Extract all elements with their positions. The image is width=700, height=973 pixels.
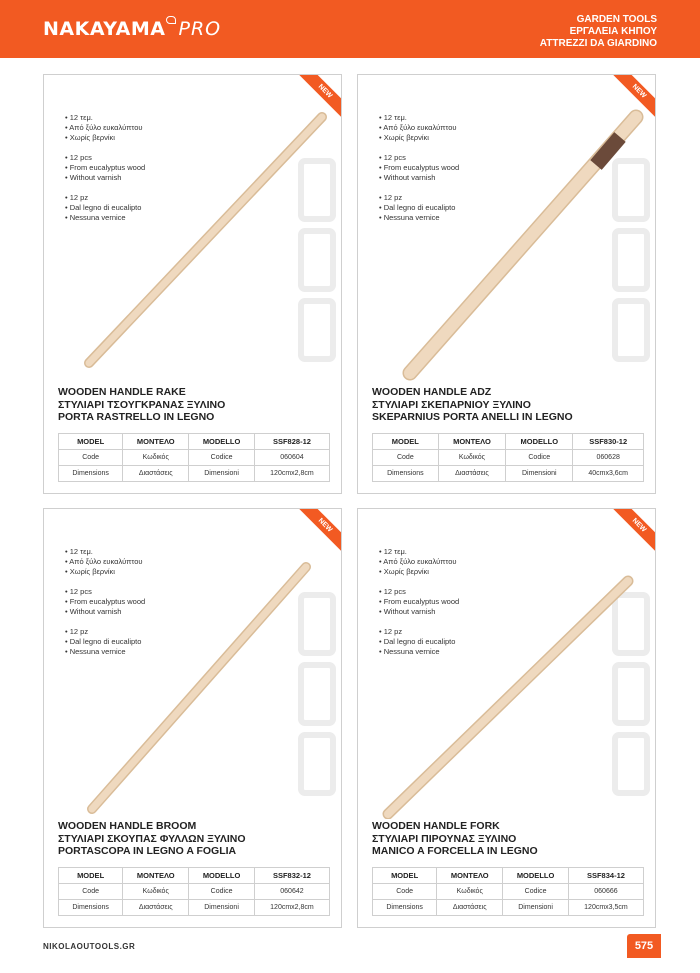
- feature-item: • Without varnish: [379, 173, 459, 183]
- spec-header-cell: SSF830-12: [573, 434, 644, 450]
- category-en: GARDEN TOOLS: [576, 14, 657, 25]
- spec-cell: Code: [373, 450, 439, 466]
- feature-list: [379, 113, 459, 233]
- product-card-fork: [357, 508, 656, 928]
- spec-header-row: [373, 868, 644, 884]
- spec-cell: Codice: [189, 450, 255, 466]
- feature-item: • 12 pz: [65, 627, 145, 637]
- spec-header-cell: MODEL: [59, 434, 123, 450]
- product-title-line: ΣΤΥΛΙΑΡΙ ΤΣΟΥΓΚΡΑΝΑΣ ΞΥΛΙΝΟ: [58, 398, 226, 411]
- feature-item: • Από ξύλο ευκαλύπτου: [379, 557, 459, 567]
- spec-row: [373, 450, 644, 466]
- spec-header-cell: ΜΟΝΤΕΛΟ: [123, 434, 189, 450]
- product-title-line: MANICO A FORCELLA IN LEGNO: [372, 845, 538, 857]
- spec-cell: Κωδικός: [123, 884, 189, 900]
- spec-cell: Διαστάσεις: [123, 900, 189, 916]
- feature-item: • From eucalyptus wood: [379, 163, 459, 173]
- dragon-icon: [166, 16, 176, 24]
- feature-group: [379, 627, 459, 657]
- spec-cell: 060628: [573, 450, 644, 466]
- feature-item: • Without varnish: [379, 607, 459, 617]
- spec-cell: Code: [59, 450, 123, 466]
- category-heading: [540, 14, 657, 50]
- feature-group: [65, 547, 145, 577]
- feature-group: [65, 193, 145, 223]
- feature-item: • From eucalyptus wood: [65, 163, 145, 173]
- spec-cell: 120cmx3,5cm: [568, 900, 643, 916]
- spec-header-cell: MODELLO: [506, 434, 573, 450]
- feature-item: • From eucalyptus wood: [379, 597, 459, 607]
- category-it: ATTREZZI DA GIARDINO: [539, 38, 657, 49]
- feature-item: • 12 τεμ.: [379, 113, 459, 123]
- feature-item: • Χωρίς βερνίκι: [65, 567, 145, 577]
- spec-cell: Διαστάσεις: [437, 900, 503, 916]
- spec-header-cell: MODEL: [373, 868, 437, 884]
- new-badge: NEW: [609, 74, 656, 122]
- feature-item: • Χωρίς βερνίκι: [379, 133, 459, 143]
- product-title-line: WOODEN HANDLE ADZ: [372, 386, 492, 398]
- spec-cell: 40cmx3,6cm: [573, 466, 644, 482]
- spec-row: [373, 900, 644, 916]
- spec-cell: Dimensioni: [506, 466, 573, 482]
- feature-list: [379, 547, 459, 667]
- footer-website: NIKOLAOUTOOLS.GR: [43, 942, 136, 951]
- feature-item: • Από ξύλο ευκαλύπτου: [379, 123, 459, 133]
- feature-item: • Dal legno di eucalipto: [65, 637, 145, 647]
- spec-table: [58, 433, 330, 482]
- feature-list: [65, 113, 145, 233]
- spec-cell: Dimensions: [59, 900, 123, 916]
- feature-item: • 12 pcs: [379, 587, 459, 597]
- feature-item: • 12 pz: [379, 193, 459, 203]
- spec-row: [59, 900, 330, 916]
- spec-cell: Dimensions: [59, 466, 123, 482]
- header-bar: [0, 0, 700, 58]
- feature-item: • From eucalyptus wood: [65, 597, 145, 607]
- spec-row: [373, 466, 644, 482]
- spec-header-cell: MODEL: [59, 868, 123, 884]
- feature-item: • 12 τεμ.: [65, 113, 145, 123]
- feature-item: • Without varnish: [65, 607, 145, 617]
- feature-item: • Nessuna vernice: [65, 213, 145, 223]
- feature-group: [379, 153, 459, 183]
- spec-table: [372, 433, 644, 482]
- product-title-line: SKEPARNIUS PORTA ANELLI IN LEGNO: [372, 411, 573, 423]
- feature-item: • Dal legno di eucalipto: [65, 203, 145, 213]
- spec-header-cell: ΜΟΝΤΕΛΟ: [437, 868, 503, 884]
- spec-cell: 060604: [254, 450, 329, 466]
- spec-cell: Code: [59, 884, 123, 900]
- spec-header-cell: MODELLO: [503, 868, 569, 884]
- feature-item: • 12 pz: [65, 193, 145, 203]
- spec-cell: Κωδικός: [123, 450, 189, 466]
- spec-cell: 120cmx2,8cm: [254, 900, 329, 916]
- product-card-rake: [43, 74, 342, 494]
- spec-cell: Codice: [189, 884, 255, 900]
- spec-cell: 060666: [568, 884, 643, 900]
- brand-logo: [43, 18, 221, 40]
- spec-cell: Codice: [503, 884, 569, 900]
- spec-cell: Dimensioni: [189, 900, 255, 916]
- spec-row: [59, 450, 330, 466]
- category-gr: ΕΡΓΑΛΕΙΑ ΚΗΠΟΥ: [569, 26, 657, 37]
- spec-header-cell: SSF832-12: [254, 868, 329, 884]
- feature-item: • Nessuna vernice: [379, 647, 459, 657]
- spec-row: [59, 466, 330, 482]
- new-badge: NEW: [609, 508, 656, 556]
- product-title-line: ΣΤΥΛΙΑΡΙ ΣΚΟΥΠΑΣ ΦΥΛΛΩΝ ΞΥΛΙΝΟ: [58, 832, 246, 845]
- product-title: [372, 820, 538, 858]
- spec-header-row: [59, 868, 330, 884]
- brand-name: NAKAYAMA: [43, 18, 166, 40]
- new-badge: NEW: [295, 508, 342, 556]
- spec-cell: Dimensioni: [189, 466, 255, 482]
- feature-group: [65, 587, 145, 617]
- spec-cell: Κωδικός: [438, 450, 506, 466]
- feature-item: • Without varnish: [65, 173, 145, 183]
- feature-group: [65, 113, 145, 143]
- spec-cell: Dimensions: [373, 466, 439, 482]
- product-title-line: ΣΤΥΛΙΑΡΙ ΠΙΡΟΥΝΑΣ ΞΥΛΙΝΟ: [372, 832, 517, 845]
- feature-item: • Nessuna vernice: [379, 213, 459, 223]
- product-title-line: WOODEN HANDLE BROOM: [58, 820, 197, 832]
- feature-item: • Χωρίς βερνίκι: [379, 567, 459, 577]
- feature-item: • 12 τεμ.: [65, 547, 145, 557]
- spec-header-cell: MODEL: [373, 434, 439, 450]
- brand-suffix: PRO: [178, 18, 222, 40]
- feature-item: • Dal legno di eucalipto: [379, 637, 459, 647]
- spec-cell: 120cmx2,8cm: [254, 466, 329, 482]
- spec-header-cell: ΜΟΝΤΕΛΟ: [438, 434, 506, 450]
- feature-group: [379, 193, 459, 223]
- product-title-line: WOODEN HANDLE FORK: [372, 820, 500, 832]
- feature-item: • Από ξύλο ευκαλύπτου: [65, 123, 145, 133]
- feature-item: • 12 pcs: [65, 587, 145, 597]
- spec-cell: Dimensions: [373, 900, 437, 916]
- spec-header-row: [373, 434, 644, 450]
- new-badge: NEW: [295, 74, 342, 122]
- product-title-line: PORTA RASTRELLO IN LEGNO: [58, 411, 215, 423]
- feature-group: [65, 153, 145, 183]
- product-title-line: ΣΤΥΛΙΑΡΙ ΣΚΕΠΑΡΝΙΟΥ ΞΥΛΙΝΟ: [372, 398, 531, 411]
- feature-item: • 12 τεμ.: [379, 547, 459, 557]
- feature-list: [65, 547, 145, 667]
- spec-row: [373, 884, 644, 900]
- spec-header-cell: ΜΟΝΤΕΛΟ: [123, 868, 189, 884]
- product-title-line: PORTASCOPA IN LEGNO A FOGLIA: [58, 845, 237, 857]
- feature-group: [379, 587, 459, 617]
- spec-cell: Codice: [506, 450, 573, 466]
- spec-header-cell: MODELLO: [189, 868, 255, 884]
- spec-cell: Διαστάσεις: [438, 466, 506, 482]
- spec-header-cell: SSF828-12: [254, 434, 329, 450]
- spec-cell: Dimensioni: [503, 900, 569, 916]
- product-card-adz: [357, 74, 656, 494]
- spec-cell: 060642: [254, 884, 329, 900]
- product-title: [372, 386, 573, 424]
- product-title: [58, 386, 225, 424]
- feature-item: • 12 pz: [379, 627, 459, 637]
- spec-table: [372, 867, 644, 916]
- feature-item: • Χωρίς βερνίκι: [65, 133, 145, 143]
- spec-cell: Διαστάσεις: [123, 466, 189, 482]
- feature-group: [379, 547, 459, 577]
- spec-header-cell: SSF834-12: [568, 868, 643, 884]
- product-title: [58, 820, 246, 858]
- feature-item: • Nessuna vernice: [65, 647, 145, 657]
- feature-item: • Από ξύλο ευκαλύπτου: [65, 557, 145, 567]
- spec-cell: Code: [373, 884, 437, 900]
- product-card-broom: [43, 508, 342, 928]
- feature-item: • 12 pcs: [65, 153, 145, 163]
- spec-row: [59, 884, 330, 900]
- feature-item: • Dal legno di eucalipto: [379, 203, 459, 213]
- spec-header-row: [59, 434, 330, 450]
- feature-item: • 12 pcs: [379, 153, 459, 163]
- spec-table: [58, 867, 330, 916]
- feature-group: [379, 113, 459, 143]
- feature-group: [65, 627, 145, 657]
- page-number: 575: [627, 934, 661, 958]
- product-title-line: WOODEN HANDLE RAKE: [58, 386, 186, 398]
- spec-header-cell: MODELLO: [189, 434, 255, 450]
- spec-cell: Κωδικός: [437, 884, 503, 900]
